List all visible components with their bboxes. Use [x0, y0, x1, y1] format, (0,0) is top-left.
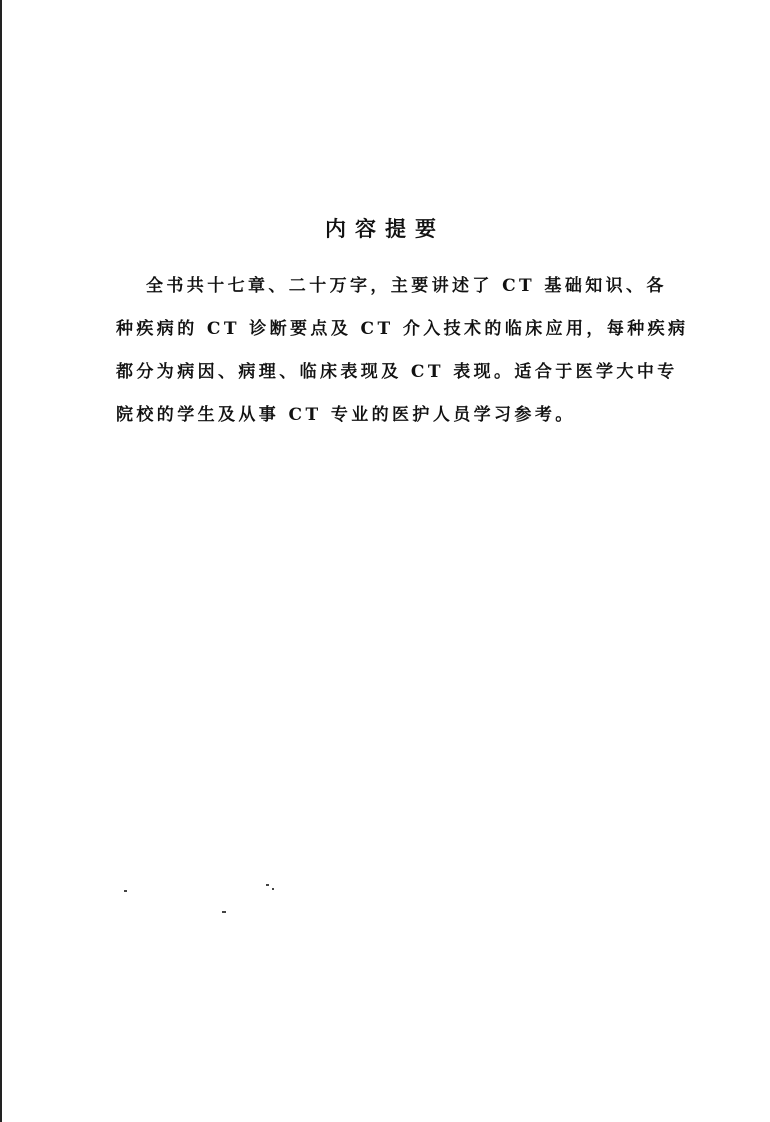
page-left-edge: [0, 0, 2, 1122]
scan-speck: [222, 911, 226, 913]
abstract-paragraph: [116, 265, 688, 437]
scan-speck: [124, 890, 127, 892]
abstract-line-4: 院校的学生及从事 CT 专业的医护人员学习参考。: [116, 405, 576, 425]
abstract-line-2: 种疾病的 CT 诊断要点及 CT 介入技术的临床应用，每种疾病: [116, 319, 689, 339]
abstract-line-3: 都分为病因、病理、临床表现及 CT 表现。适合于医学大中专: [116, 362, 678, 382]
scan-speck: [266, 884, 269, 886]
abstract-title: 内容提要: [325, 216, 445, 241]
abstract-line-1: 全书共十七章、二十万字，主要讲述了 CT 基础知识、各: [146, 276, 667, 296]
scan-speck: [272, 888, 274, 890]
